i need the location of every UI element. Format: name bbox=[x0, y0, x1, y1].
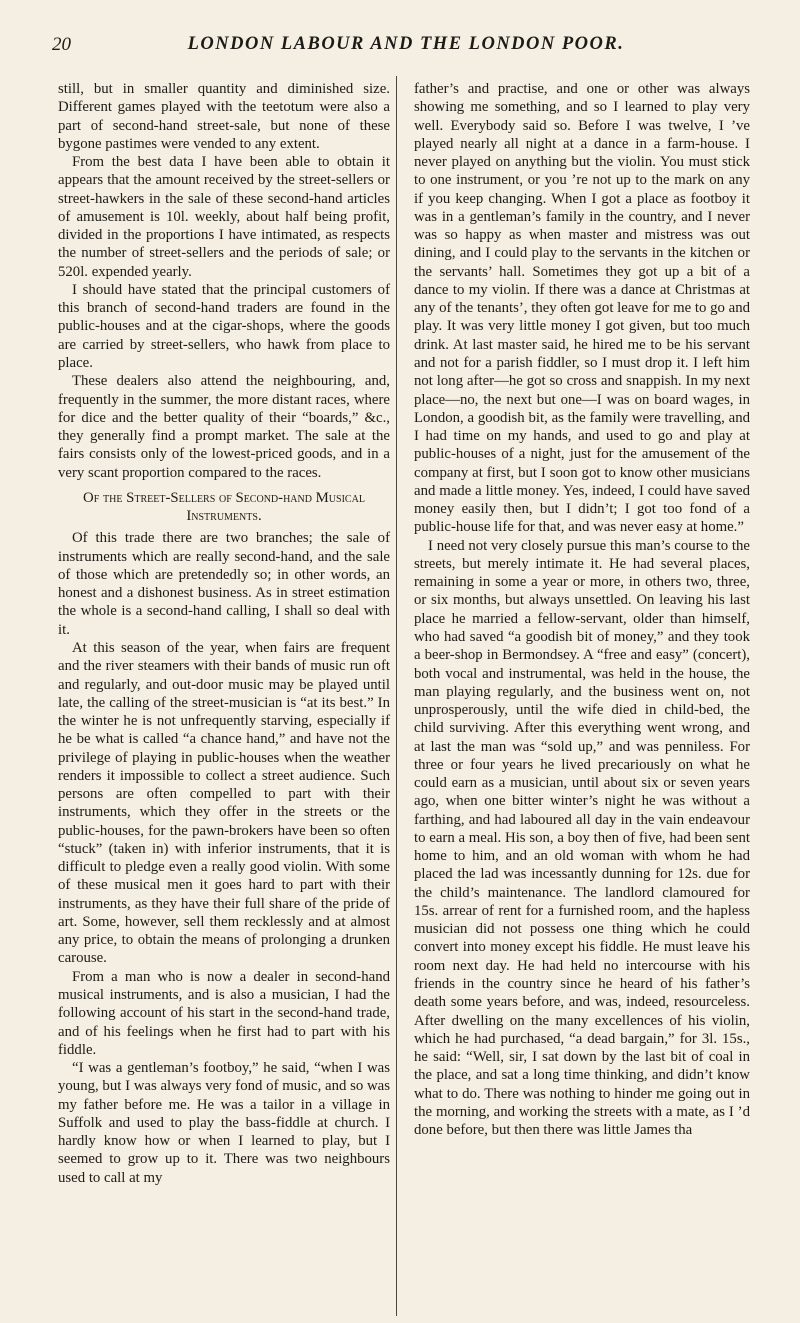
paragraph: Of this trade there are two branches; the sale of instruments which are really second-hand, and the sale of those which are pretendedly so; in other words, an honest and a dishonest business. As in street estimation the whole is a second-hand calling, I shall so deal with it. bbox=[58, 530, 390, 638]
paragraph: I should have stated that the principal customers of this branch of second-hand traders are found in the public-houses and at the cigar-shops, where the goods are carried by street-sellers, who hawk from place to place. bbox=[58, 281, 390, 371]
page-number: 20 bbox=[52, 34, 71, 55]
paragraph: At this season of the year, when fairs are frequent and the river steamers with their bands of music run oft and regularly, and out-door music may be played until late, the calling of the street-musician is “at its best.” In the winter he is not unfrequently starving, especially if he be what is called “a chance hand,” and have not the privilege of playing in public-houses when the weather renders it impossible to collect a street audience. Such persons are often compelled to part with their instruments, which they offer in the streets or the public-houses, for the pawn-brokers have been so often “stuck” (taken in) with inferior instruments, that it is difficult to pledge even a really good violin. With some of these musical men it goes hard to part with their instruments, as they have their full share of the pride of art. Some, however, sell them recklessly and at almost any price, to obtain the means of prolonging a drunken carouse. bbox=[58, 639, 390, 967]
paragraph: father’s and practise, and one or other was always showing me something, and so I learned to play very well. Everybody said so. Before I was twelve, I ’ve played nearly all night at a dance in a farm-house. I never played on anything but the violin. You must stick to one instrument, or you ’re not up to the mark on any if you keep changing. When I got a place as footboy it was in a gentleman’s family in the country, and I never was so happy as when master and mistress was out dining, and I could play to the servants in the kitchen or the servants’ hall. Sometimes they got up a bit of a dance to my violin. If there was a dance at Christmas at any of the tenants’, they often got leave for me to go and play. It was very little money I got given, but too much drink. At last master said, he hired me to be his servant and not for a parish fiddler, so I must drop it. I left him not long after—he got so cross and snappish. In my next place—no, the next but one—I was on board wages, in London, a goodish bit, as the family were travelling, and I had time on my hands, and used to go and play at public-houses of a night, just for the amusement of the company at first, but I soon got to know other musicians and made a little money. Yes, indeed, I could have saved money easily then, but I didn’t; I got too fond of a public-house life for that, and was never easy at home.” bbox=[414, 81, 750, 536]
paragraph: These dealers also attend the neighbouring, and, frequently in the summer, the more distant races, where for dice and the better quality of their “boards,” &c., they generally find a prompt market. The sale at the fairs consists only of the lowest-priced goods, and in a very scant proportion compared to the races. bbox=[58, 373, 390, 481]
page-header bbox=[52, 34, 760, 60]
left-column bbox=[58, 80, 390, 1187]
right-column bbox=[414, 80, 750, 1139]
paragraph: From the best data I have been able to obtain it appears that the amount received by the street-sellers or street-hawkers in the sale of these second-hand articles of amusement is 10l. weekly, about half being profit, divided in the proportions I have intimated, as respects the number of street-sellers and the periods of sale; or 520l. expended yearly. bbox=[58, 154, 390, 280]
section-heading: Of the Street-Sellers of Second-hand Musical Instruments. bbox=[83, 489, 365, 525]
running-title: LONDON LABOUR AND THE LONDON POOR. bbox=[187, 34, 625, 54]
paragraph: From a man who is now a dealer in second-hand musical instruments, and is also a musician, I had the following account of his start in the second-hand trade, and of his feelings when he first had to part with his fiddle. bbox=[58, 968, 390, 1058]
paragraph: “I was a gentleman’s footboy,” he said, “when I was young, but I was always very fond of music, and so was my father before me. He was a tailor in a village in Suffolk and used to play the bass-fiddle at church. I hardly know how or when I learned to play, but I seemed to grow up to it. There was two neighbours used to call at my bbox=[58, 1060, 390, 1186]
column-divider bbox=[396, 76, 397, 1316]
paragraph: I need not very closely pursue this man’s course to the streets, but merely intimate it. He had several places, remaining in some a year or more, in others two, three, or six months, but always unsettled. On leaving his last place he married a fellow-servant, older than himself, who had saved “a goodish bit of money,” and they took a beer-shop in Bermondsey. A “free and easy” (concert), both vocal and instrumental, was held in the house, the man playing regularly, and the business went on, not unprosperously, until the wife died in child-bed, the child surviving. After this everything went wrong, and at last the man was “sold up,” and was penniless. For three or four years he lived precariously on what he could earn as a musician, until about six or seven years ago, when one bitter winter’s night he was without a farthing, and had laboured all day in the vain endeavour to earn a meal. His son, a boy then of five, had been sent home to him, and an old woman with whom he had placed the lad was incessantly dunning for 12s. due for the child’s maintenance. The landlord clamoured for 15s. arrear of rent for a furnished room, and the hapless musician did not possess one thing which he could convert into money except his fiddle. He must leave his room next day. He had held no intercourse with his friends in the country since he heard of his father’s death some years before, and was, indeed, resourceless. After dwelling on the many excellences of his violin, which he had purchased, “a dead bargain,” for 3l. 15s., he said: “Well, sir, I sat down by the last bit of coal in the place, and sat a long time thinking, and didn’t know what to do. There was nothing to hinder me going out in the morning, and working the streets with a mate, as I ’d done before, but then there was little James tha bbox=[414, 537, 750, 1139]
paragraph: still, but in smaller quantity and diminished size. Different games played with the teetotum were also a part of second-hand street-sale, but none of these bygone pastimes were vended to any extent. bbox=[58, 81, 390, 152]
